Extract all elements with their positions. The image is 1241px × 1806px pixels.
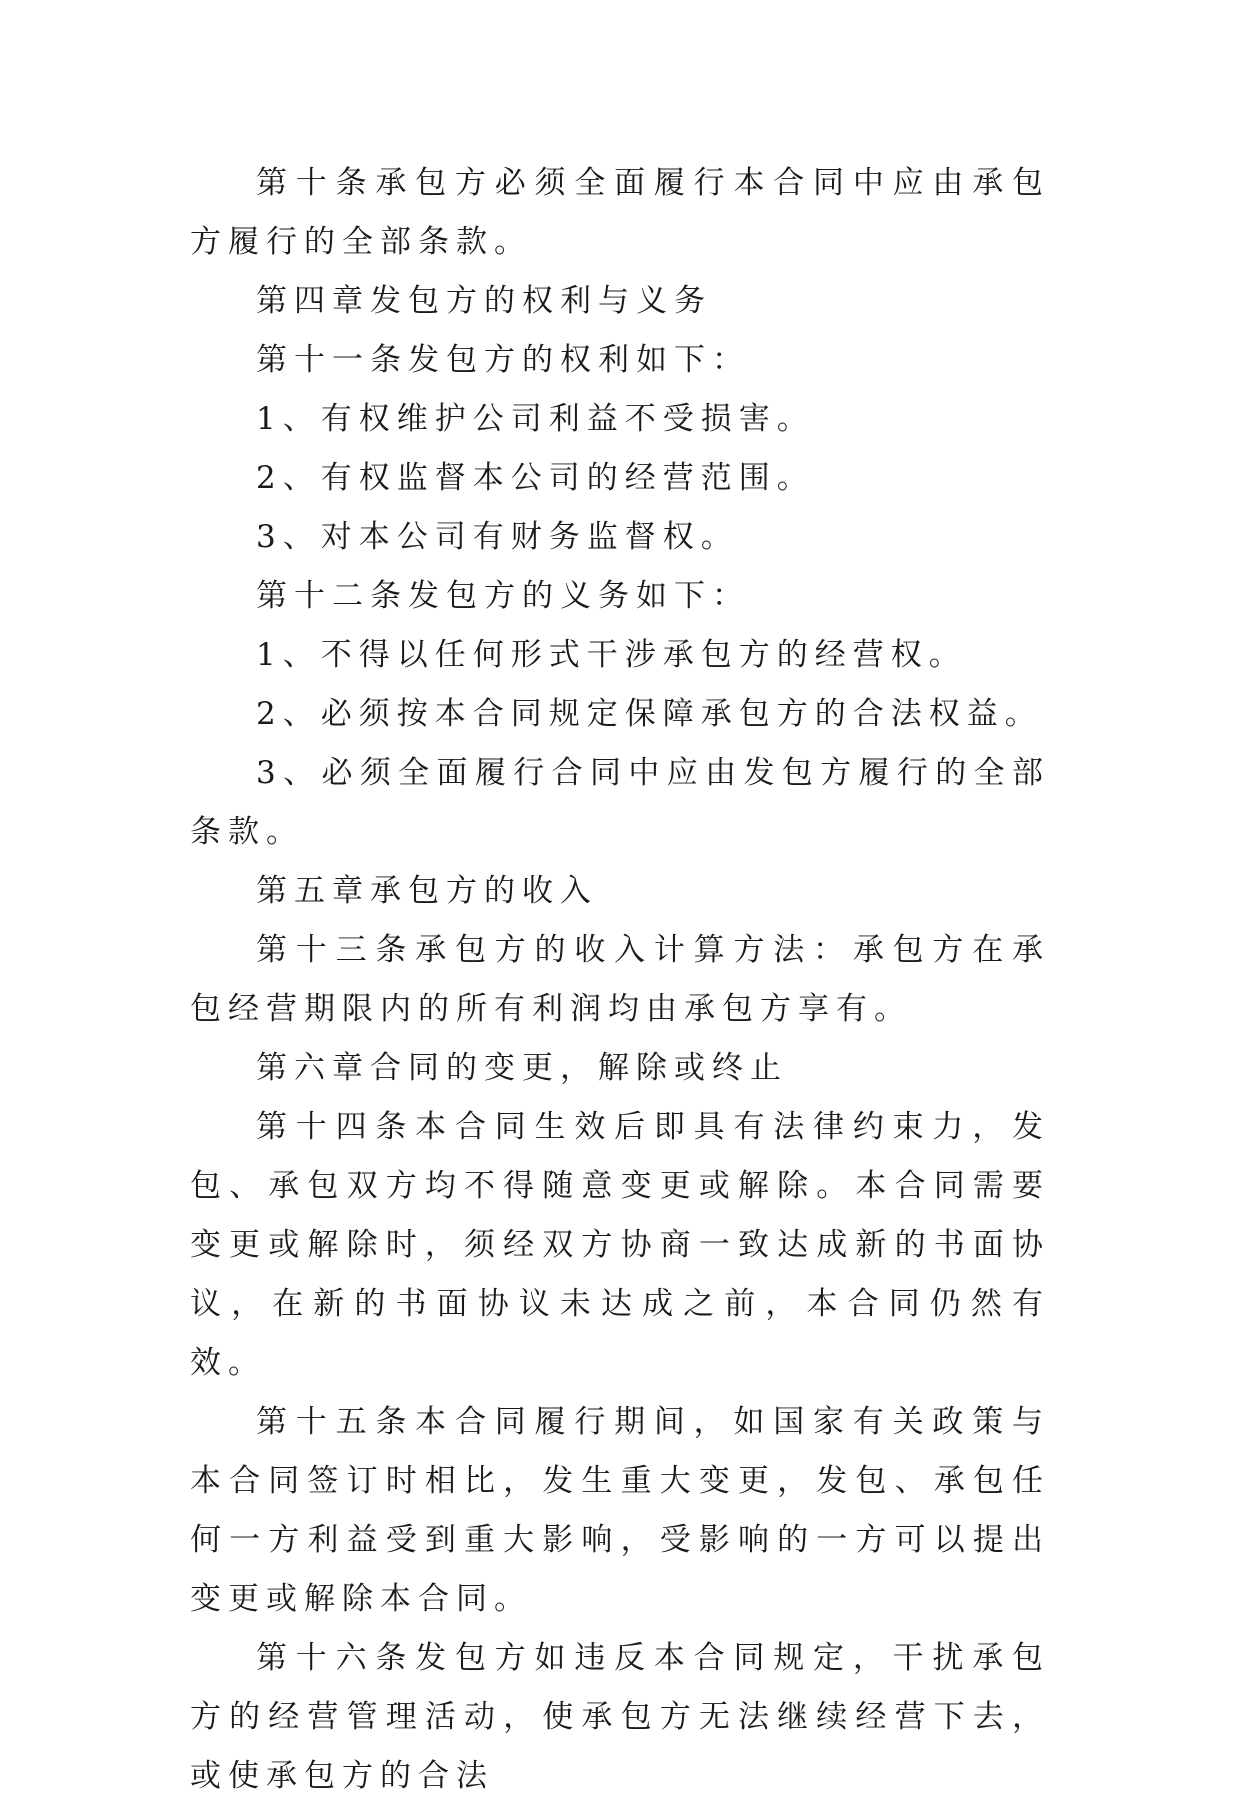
paragraph-article-13: 第十三条承包方的收入计算方法：承包方在承包经营期限内的所有利润均由承包方享有。	[190, 932, 1050, 1027]
heading-chapter-5: 第五章承包方的收入	[256, 873, 598, 909]
paragraph-article-12: 第十二条发包方的义务如下：	[256, 578, 750, 614]
paragraph-article-14: 第十四条本合同生效后即具有法律约束力，发包、承包双方均不得随意变更或解除。本合同需要变更或解除时，须经双方协商一致达成新的书面协议，在新的书面协议未达成之前，本合同仍然有效。	[190, 1109, 1050, 1381]
list-item: 1、有权维护公司利益不受损害。	[256, 401, 815, 437]
paragraph-article-15: 第十五条本合同履行期间，如国家有关政策与本合同签订时相比，发生重大变更，发包、承包任何一方利益受到重大影响，受影响的一方可以提出变更或解除本合同。	[190, 1404, 1050, 1617]
document-body	[190, 154, 1050, 1806]
heading-chapter-4: 第四章发包方的权利与义务	[256, 283, 712, 319]
list-item: 1、不得以任何形式干涉承包方的经营权。	[256, 637, 967, 673]
paragraph-article-11: 第十一条发包方的权利如下：	[256, 342, 750, 378]
list-item: 2、必须按本合同规定保障承包方的合法权益。	[256, 696, 1043, 732]
list-item: 3、必须全面履行合同中应由发包方履行的全部条款。	[190, 755, 1050, 850]
paragraph-article-16: 第十六条发包方如违反本合同规定，干扰承包方的经营管理活动，使承包方无法继续经营下去，或使承包方的合法	[190, 1640, 1050, 1794]
list-item: 2、有权监督本公司的经营范围。	[256, 460, 815, 496]
paragraph-article-10: 第十条承包方必须全面履行本合同中应由承包方履行的全部条款。	[190, 165, 1050, 260]
heading-chapter-6: 第六章合同的变更，解除或终止	[256, 1050, 788, 1086]
list-item: 3、对本公司有财务监督权。	[256, 519, 739, 555]
